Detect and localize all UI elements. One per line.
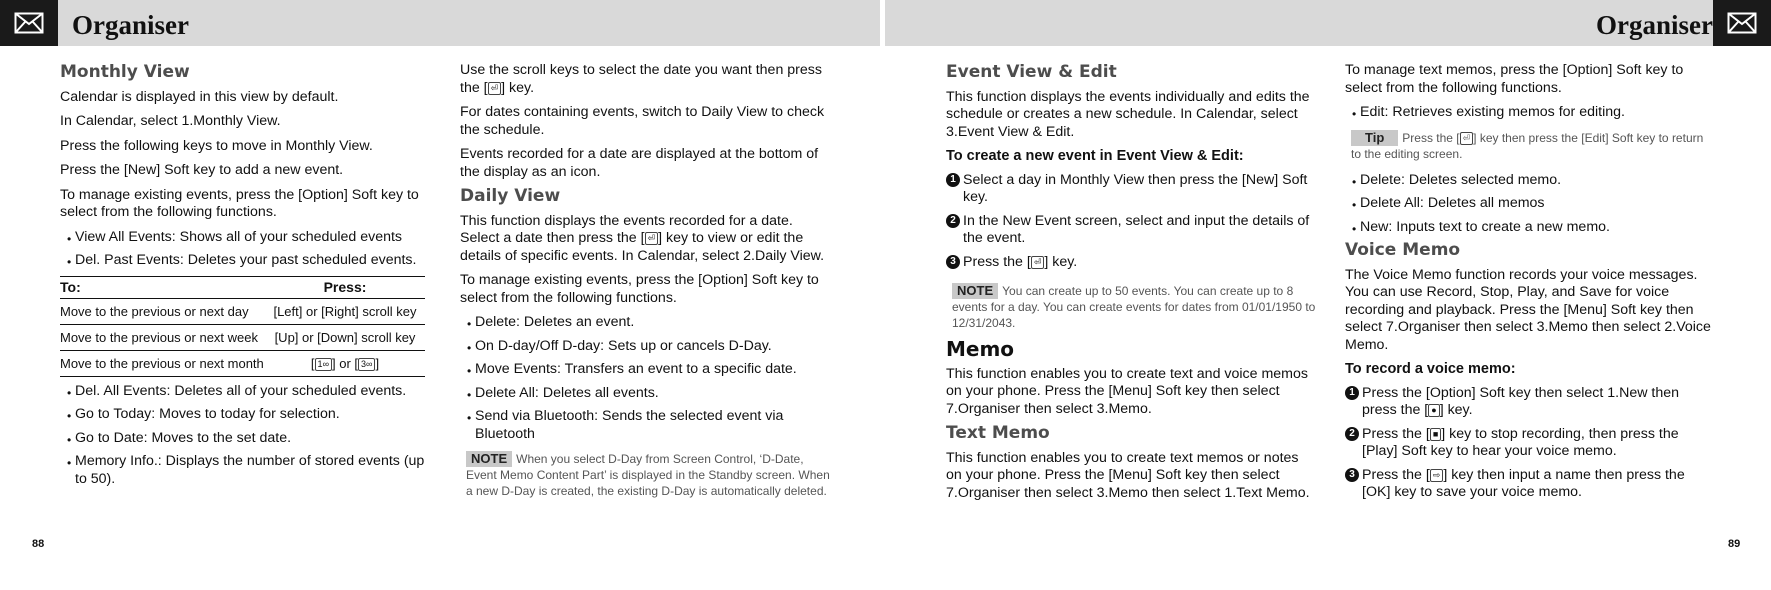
note-box: NOTE You can create up to 50 events. You can create up to 8 events for a day. You can create events for dates from 01/01/1950 to 12/31/2043.: [952, 283, 1316, 330]
paragraph: Press the [New] Soft key to add a new event.: [60, 162, 344, 178]
list-item: • Del. All Events: Deletes all of your scheduled events.: [67, 382, 407, 400]
step-item: 2 In the New Event screen, select and input the details of the event.: [946, 213, 1316, 248]
list-item: • On D-day/Off D-day: Sets up or cancels D-Day.: [467, 337, 772, 355]
step-item: 1 Select a day in Monthly View then press the [New] Soft key.: [946, 172, 1316, 207]
table-cell: [ 1∞ ] or [ 3∞ ]: [265, 350, 425, 376]
section-heading: Daily View: [460, 186, 561, 206]
step-item: 2 Press the [ ■ ] key to stop recording, then press the [Play] Soft key to hear your voice memo.: [1345, 426, 1715, 461]
table-header-row: [60, 276, 425, 298]
subheading: To record a voice memo:: [1345, 361, 1516, 377]
paragraph: In Calendar, select 1.Monthly View.: [60, 113, 281, 129]
list-item: • Move Events: Transfers an event to a specific date.: [467, 361, 797, 378]
paragraph: Press the following keys to move in Monthly View.: [60, 137, 373, 154]
paragraph: To manage existing events, press the [Option] Soft key to select from the following functions.: [60, 186, 419, 220]
list-item: • Go to Date: Moves to the set date.: [67, 429, 292, 447]
table-cell: [Left] or [Right] scroll key: [265, 298, 425, 324]
paragraph: This function displays the events recorded for a date. Select a date then press the [ ⏎ ] key to view or edit the details of specific events. In Calendar, select 2.Daily View.: [460, 212, 825, 264]
paragraph: Use the scroll keys to select the date you want then press the [ ⏎ ] key.: [460, 62, 822, 96]
table-cell: [Up] or [Down] scroll key: [265, 324, 425, 350]
paragraph: To manage text memos, press the [Option] Soft key to select from the following functions.: [1345, 62, 1684, 96]
list-item: • Delete: Deletes an event.: [467, 314, 635, 331]
list-item: • Delete All: Deletes all memos: [1352, 195, 1545, 212]
section-heading: Event View & Edit: [946, 62, 1117, 82]
note-badge: NOTE: [952, 283, 998, 299]
page-title-right: Organiser: [1596, 10, 1713, 40]
list-item: • Del. Past Events: Deletes your past scheduled events.: [67, 252, 417, 269]
envelope-icon: [0, 0, 58, 46]
page-number-left: 88: [32, 538, 45, 550]
column-header-to: To:: [60, 276, 265, 298]
envelope-icon: [1713, 0, 1771, 46]
step-item: 3 Press the [ ⏎ ] key.: [946, 254, 1316, 272]
table-cell: Move to the previous or next month: [60, 350, 265, 376]
note-badge: NOTE: [466, 451, 512, 467]
list-item: • Send via Bluetooth: Sends the selected event via Bluetooth: [467, 408, 784, 442]
list-item: • Delete All: Deletes all events.: [467, 384, 659, 402]
list-item: • Go to Today: Moves to today for selection.: [67, 406, 340, 423]
column-event-view: [946, 62, 1316, 509]
step-item: 1 Press the [Option] Soft key then select 1.New then press the [ ● ] key.: [1345, 385, 1715, 420]
subheading: To create a new event in Event View & Edit:: [946, 148, 1244, 164]
list-item: • View All Events: Shows all of your scheduled events: [67, 228, 403, 246]
table-row: [60, 324, 425, 350]
ok-key-icon: ⏎: [1460, 132, 1474, 145]
list-item: • Delete: Deletes selected memo.: [1352, 171, 1562, 189]
column-header-press: Press:: [265, 276, 425, 298]
column-daily-view: [460, 62, 830, 509]
record-key-icon: ●: [1428, 404, 1439, 417]
list-item: • New: Inputs text to create a new memo.: [1352, 218, 1610, 236]
section-heading: Monthly View: [60, 62, 190, 82]
paragraph: This function enables you to create text and voice memos on your phone. Press the [Menu] Soft key then select 7.Organiser then select 3.Memo.: [946, 365, 1308, 417]
section-heading: Memo: [946, 337, 1015, 361]
paragraph: To manage existing events, press the [Option] Soft key to select from the following functions.: [460, 272, 819, 306]
paragraph: For dates containing events, switch to Daily View to check the schedule.: [460, 104, 825, 138]
save-key-icon: ⇨: [1430, 469, 1444, 482]
stop-key-icon: ■: [1430, 428, 1441, 441]
paragraph: This function enables you to create text memos or notes on your phone. Press the [Menu] Soft key then select 7.Organiser then select 3.Memo then select 1.Text Memo.: [946, 449, 1310, 501]
table-cell: Move to the previous or next week: [60, 324, 265, 350]
key-table: [60, 276, 425, 377]
ok-key-icon: ⏎: [645, 232, 659, 245]
key-1-icon: 1∞: [315, 358, 332, 371]
note-box: NOTE When you select D-Day from Screen Control, ‘D-Date, Event Memo Content Part’ is displayed in the Standby screen. When a new D-Day is created, the existing D-Day is automatically deleted.: [466, 451, 830, 498]
list-item: • Memory Info.: Displays the number of stored events (up to 50).: [67, 453, 425, 487]
table-row: [60, 350, 425, 376]
paragraph: Events recorded for a date are displayed at the bottom of the display as an icon.: [460, 146, 819, 180]
page-number-right: 89: [1728, 538, 1741, 550]
section-heading: Text Memo: [946, 423, 1050, 443]
tip-box: Tip Press the [ ⏎ ] key then press the [Edit] Soft key to return to the editing screen.: [1351, 129, 1704, 161]
table-row: [60, 298, 425, 324]
ok-key-icon: ⏎: [1031, 256, 1045, 269]
ok-key-icon: ⏎: [488, 82, 502, 95]
section-heading: Voice Memo: [1345, 240, 1461, 260]
column-monthly-view: [60, 62, 430, 494]
key-3-icon: 3∞: [358, 358, 375, 371]
column-memo: [1345, 62, 1715, 508]
tip-badge: Tip: [1351, 130, 1398, 146]
paragraph: This function displays the events individually and edits the schedule or creates a new schedule. In Calendar, select 3.Event View & Edit.: [946, 88, 1310, 140]
list-item: • Edit: Retrieves existing memos for editing.: [1352, 104, 1625, 121]
page-title-left: Organiser: [72, 10, 189, 40]
table-cell: Move to the previous or next day: [60, 298, 265, 324]
paragraph: Calendar is displayed in this view by default.: [60, 88, 339, 105]
paragraph: The Voice Memo function records your voice messages. You can use Record, Stop, Play, and Save for voice recording and playback. Press the [Menu] Soft key then select 7.Organiser then select 3.Memo then select 2.Voice Memo.: [1345, 266, 1711, 353]
step-item: 3 Press the [ ⇨ ] key then input a name then press the [OK] key to save your voice memo.: [1345, 467, 1715, 502]
